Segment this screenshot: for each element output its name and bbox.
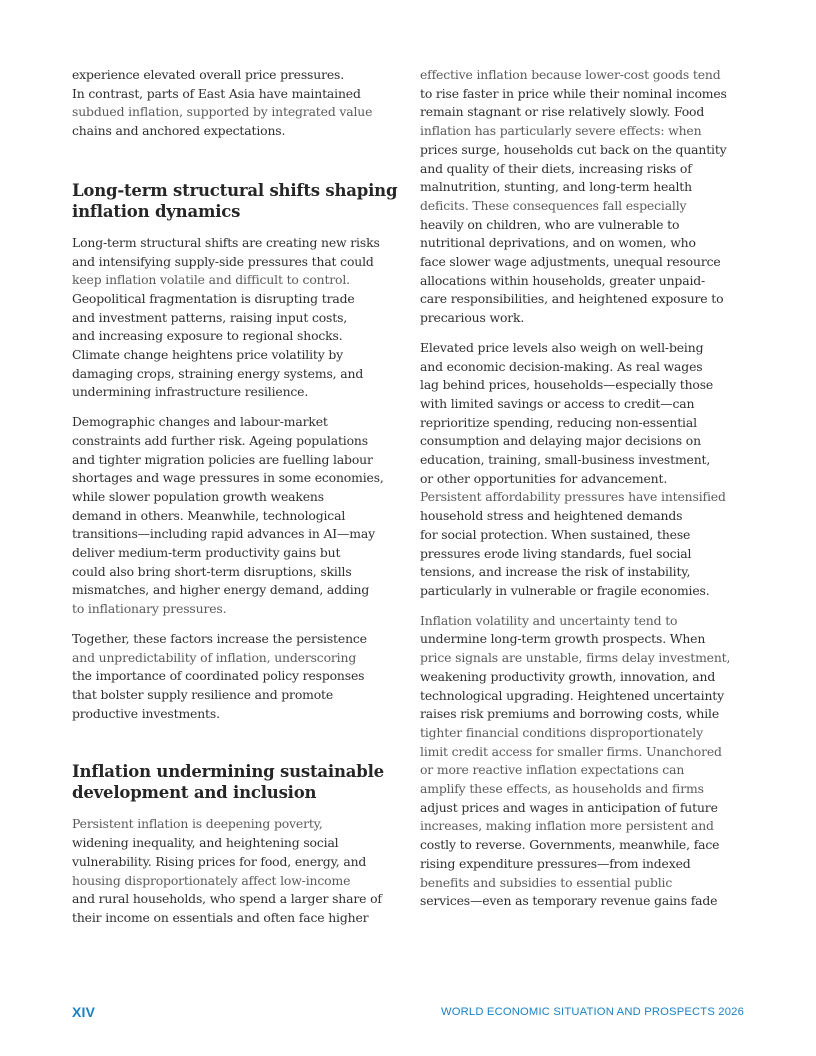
paragraph-together-factors: Together, these factors increase the persistence and unpredictability of inflation, underscoring the importance of coordinated policy responses that bolster supply resilience and promote productive investments. [72,630,367,721]
paragraph-food-inflation: effective inflation because lower-cost goods tend to rise faster in price while their nominal incomes remain stagnant or rise relatively slowly. Food inflation has particularly severe effects: when prices surge, households cut back on the quantity and quality of their diets, increasing risks of malnutrition, stunting, and long-term health deficits. These consequences fall especially heavily on children, who are vulnerable to nutritional deprivations, and on women, who face slower wage adjustments, unequal resource allocations within households, greater unpaid- care responsibilities, and heightened exposure to precarious work. [420,67,727,326]
section-heading-structural-shifts: Long-term structural shifts shaping inflation dynamics [72,180,398,221]
right-column [420,66,748,922]
report-title: WORLD ECONOMIC SITUATION AND PROSPECTS 2026 [440,1006,744,1018]
intro-paragraph: experience elevated overall price pressures. In contrast, parts of East Asia have maintained subdued inflation, supported by integrated value chains and anchored expectations. [72,67,373,139]
paragraph-demographic-changes: Demographic changes and labour-market constraints add further risk. Ageing populations and tighter migration policies are fuelling labour shortages and wage pressures in some economies, while slower population growth weakens demand in others. Meanwhile, technological transitions—including rapid advances in AI—may deliver medium-term productivity gains but could also bring short-term disruptions, skills mismatches, and higher energy demand, adding to inflationary pressures. [72,414,384,617]
page-number: XIV [72,1004,96,1020]
paragraph-elevated-price-levels: Elevated price levels also weigh on well-being and economic decision-making. As real wages lag behind prices, households—especially those with limited savings or access to credit—can reprioritize spending, reducing non-essential consumption and delaying major decisions on education, training, small-business investment, or other opportunities for advancement. Persistent affordability pressures have intensified household stress and heightened demands for social protection. When sustained, these pressures erode living standards, fuel social tensions, and increase the risk of instability, particularly in vulnerable or fragile economies. [420,339,726,598]
page-footer [72,1004,744,1024]
paragraph-structural-shifts: Long-term structural shifts are creating new risks and intensifying supply-side pressures that could keep inflation volatile and difficult to control. Geopolitical fragmentation is disrupting trade and investment patterns, raising input costs, and increasing exposure to regional shocks. Climate change heightens price volatility by damaging crops, straining energy systems, and undermining infrastructure resilience. [72,234,380,400]
section-heading-sustainable-development: Inflation undermining sustainable development and inclusion [72,762,384,803]
paragraph-persistent-inflation: Persistent inflation is deepening poverty, widening inequality, and heightening social vulnerability. Rising prices for food, energy, and housing disproportionately affect low-income and rural households, who spend a larger share of their income on essentials and often face higher [72,816,382,925]
paragraph-inflation-volatility: Inflation volatility and uncertainty tend to undermine long-term growth prospects. When price signals are unstable, firms delay investment, weakening productivity growth, innovation, and technological upgrading. Heightened uncertainty raises risk premiums and borrowing costs, while tighter financial conditions disproportionately limit credit access for smaller firms. Unanchored or more reactive inflation expectations can amplify these effects, as households and firms adjust prices and wages in anticipation of future increases, making inflation more persistent and costly to reverse. Governments, meanwhile, face rising expenditure pressures—from indexed benefits and subsidies to essential public services—even as temporary revenue gains fade [420,612,731,909]
left-column [72,66,400,939]
